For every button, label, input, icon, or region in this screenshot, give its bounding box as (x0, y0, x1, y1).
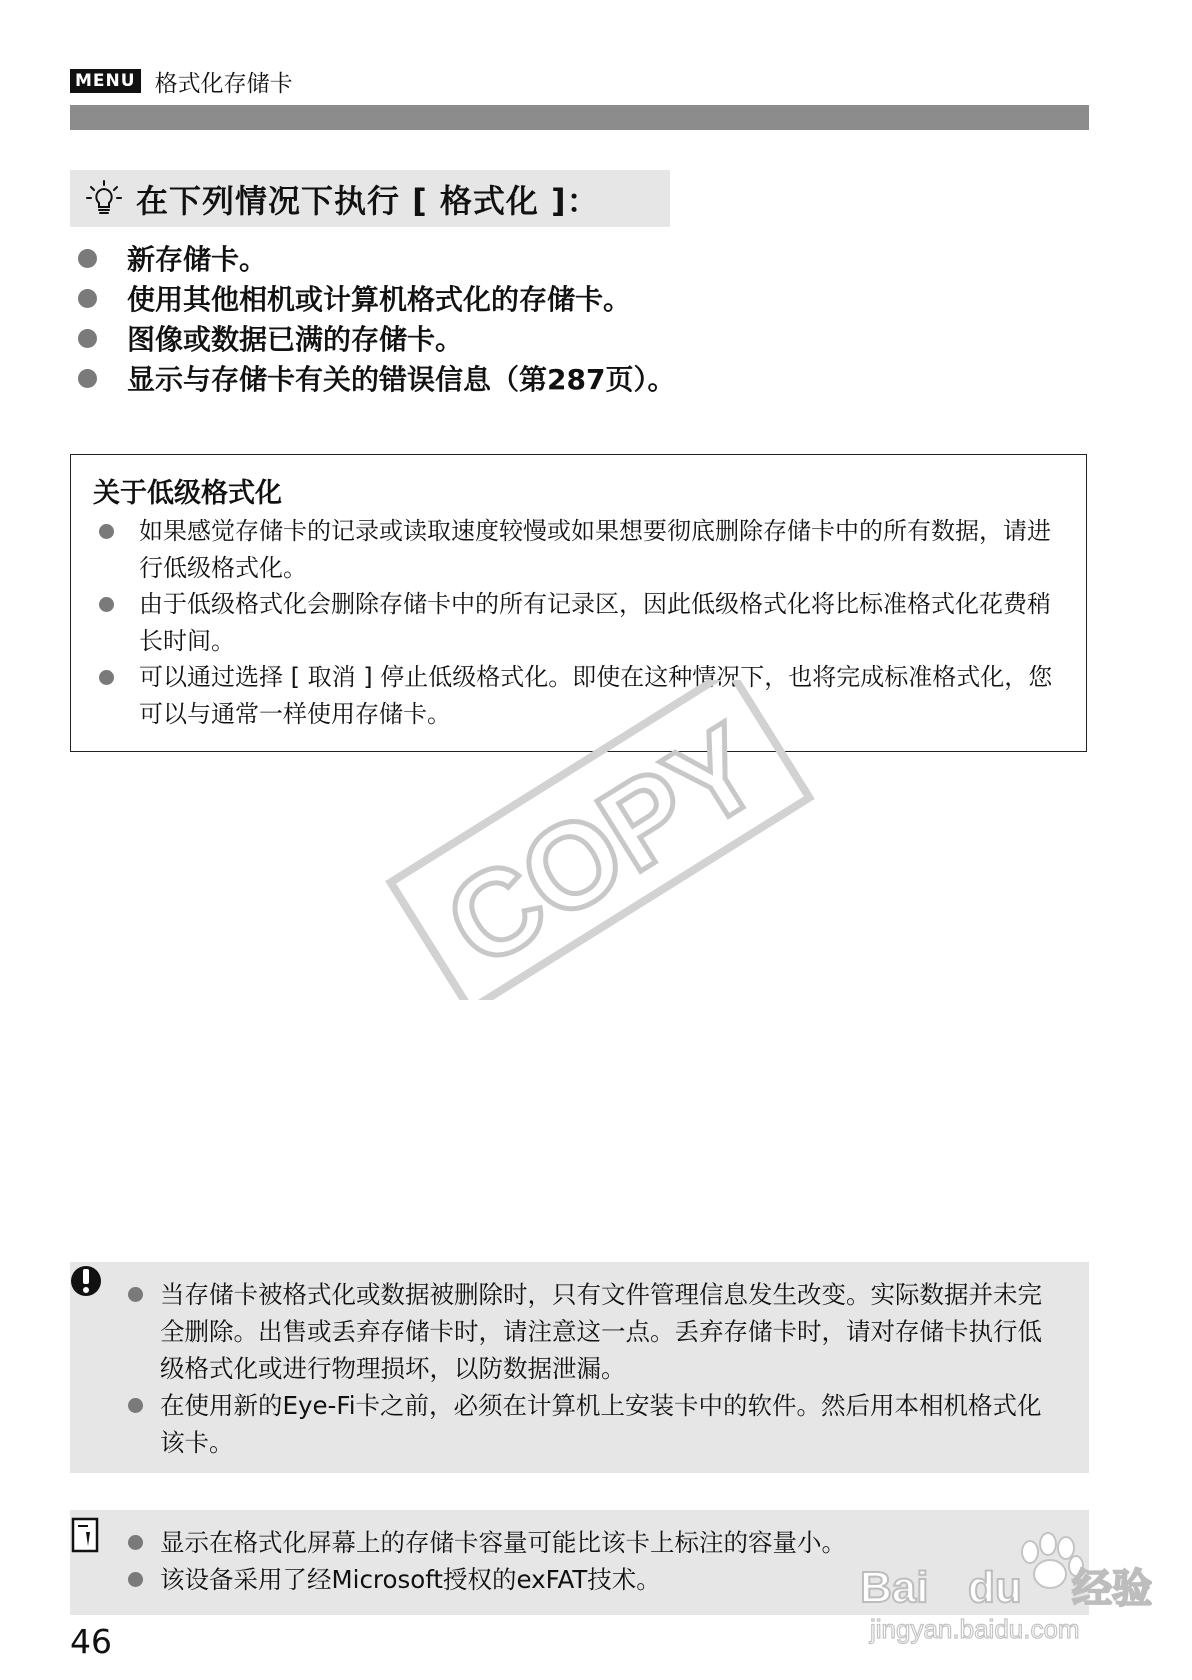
list-item-text: 由于低级格式化会删除存储卡中的所有记录区，因此低级格式化将比标准格式化花费稍长时间。 (139, 590, 1051, 655)
list-item (70, 238, 675, 278)
lightbulb-icon (84, 179, 124, 219)
watermark-text: COPY (424, 699, 784, 993)
page-number: 46 (70, 1622, 112, 1661)
bullet-icon (99, 597, 114, 612)
list-item-text: 可以通过选择 [ 取消 ] 停止低级格式化。即使在这种情况下，也将完成标准格式化，您可以与通常一样使用存储卡。 (139, 663, 1053, 728)
page-header (70, 64, 293, 98)
list-item-text: 当存储卡被格式化或数据被删除时，只有文件管理信息发生改变。实际数据并未完全删除。出售或丢弃存储卡时，请注意这一点。丢弃存储卡时，请对存储卡执行低级格式化或进行物理损坏，以防数据泄漏。 (160, 1280, 1042, 1383)
list-item (128, 1387, 1058, 1461)
box-title: 关于低级格式化 (93, 478, 282, 509)
bullet-icon (99, 524, 114, 539)
menu-badge: MENU (70, 69, 141, 93)
watermark-url: jingyan.baidu.com (870, 1614, 1080, 1644)
bullet-icon (78, 289, 97, 308)
caution-box (70, 1262, 1089, 1473)
jingyan-label: 经验 (1072, 1566, 1152, 1612)
list-item (70, 278, 675, 318)
bullet-icon (78, 329, 97, 348)
condition-list (70, 238, 675, 398)
bullet-icon (128, 1572, 143, 1587)
list-item-text: 显示与存储卡有关的错误信息（第287页）。 (127, 363, 676, 396)
copy-watermark (360, 680, 840, 1000)
tip-title: 在下列情况下执行 [ 格式化 ]： (136, 181, 600, 220)
list-item (70, 358, 675, 398)
baidu-brand-right: du (968, 1563, 1022, 1612)
list-item-text: 在使用新的Eye-Fi卡之前，必须在计算机上安装卡中的软件。然后用本相机格式化该卡。 (160, 1391, 1042, 1457)
list-item-text: 使用其他相机或计算机格式化的存储卡。 (127, 283, 632, 316)
baidu-brand-left: Bai (860, 1563, 929, 1612)
section-title: 格式化存储卡 (154, 70, 293, 97)
tip-heading (70, 170, 670, 227)
bullet-icon (78, 369, 97, 388)
caution-icon (68, 1262, 108, 1302)
bullet-icon (128, 1287, 143, 1302)
baidu-jingyan-watermark (850, 1530, 1180, 1650)
list-item (70, 318, 675, 358)
bullet-icon (99, 670, 114, 685)
bullet-icon (128, 1535, 143, 1550)
bullet-icon (78, 249, 97, 268)
list-item (99, 586, 1059, 660)
list-item-text: 显示在格式化屏幕上的存储卡容量可能比该卡上标注的容量小。 (160, 1528, 846, 1557)
list-item-text: 新存储卡。 (127, 243, 268, 276)
list-item-text: 该设备采用了经Microsoft授权的exFAT技术。 (160, 1565, 661, 1594)
memo-icon (70, 1516, 102, 1556)
bullet-icon (128, 1398, 143, 1413)
list-item-text: 图像或数据已满的存储卡。 (127, 323, 464, 356)
list-item (128, 1276, 1058, 1387)
list-item (99, 513, 1059, 587)
list-item-text: 如果感觉存储卡的记录或读取速度较慢或如果想要彻底删除存储卡中的所有数据，请进行低级格式化。 (139, 517, 1051, 582)
header-bar (70, 105, 1089, 130)
